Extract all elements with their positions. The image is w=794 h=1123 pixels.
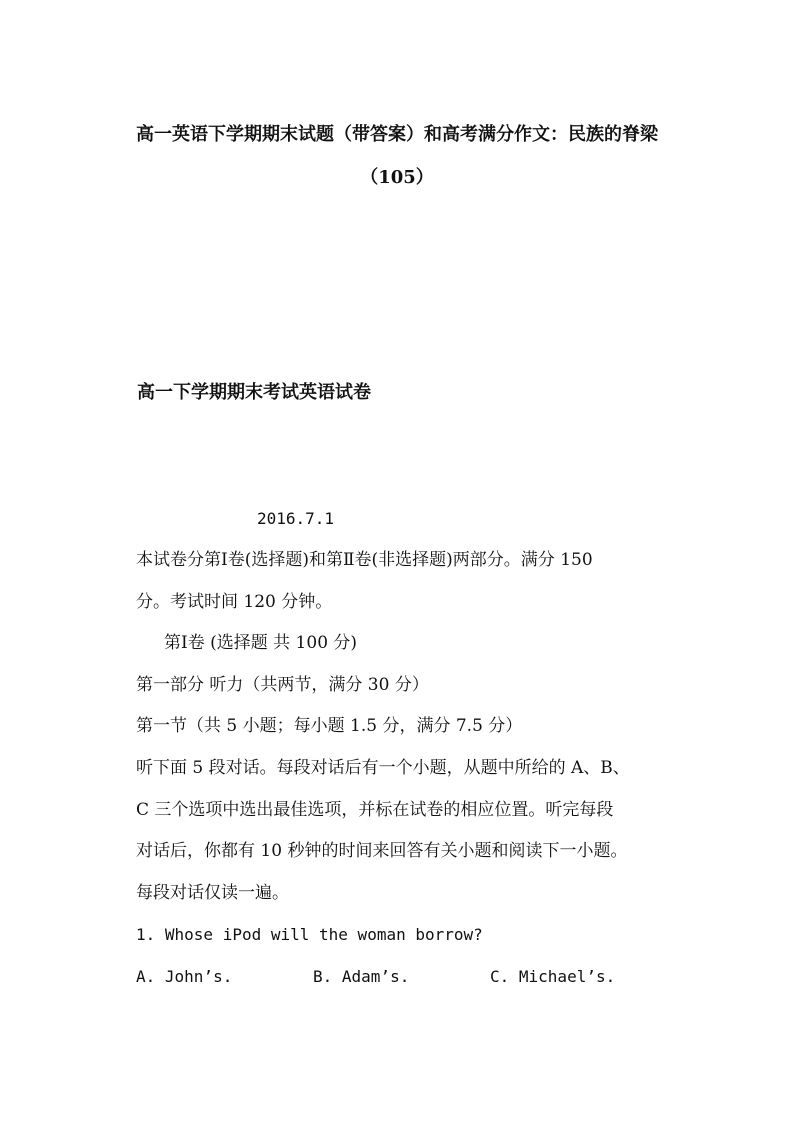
question-1-option-c: C. Michael’s.	[490, 967, 616, 986]
instructions-line-3: 对话后，你都有 10 秒钟的时间来回答有关小题和阅读下一小题。	[136, 841, 628, 861]
question-1-option-a: A. John’s.	[136, 967, 233, 986]
question-1-text: 1. Whose iPod will the woman borrow?	[136, 925, 483, 944]
section1-heading: 第一节（共 5 小题；每小题 1.5 分，满分 7.5 分）	[136, 716, 523, 736]
part1-heading: 第一部分 听力（共两节，满分 30 分）	[136, 675, 429, 695]
exam-date: 2016.7.1	[257, 509, 335, 528]
document-title-line1: 高一英语下学期期末试题（带答案）和高考满分作文：民族的脊梁	[136, 124, 658, 145]
intro-line-2: 分。考试时间 120 分钟。	[136, 592, 333, 612]
exam-heading: 高一下学期期末考试英语试卷	[137, 382, 371, 403]
volume1-heading: 第Ⅰ卷 (选择题 共 100 分)	[164, 633, 358, 653]
instructions-line-1: 听下面 5 段对话。每段对话后有一个小题，从题中所给的 A、B、	[136, 758, 630, 778]
instructions-line-2: C 三个选项中选出最佳选项，并标在试卷的相应位置。听完每段	[136, 800, 614, 820]
document-title-line2: （105）	[360, 167, 434, 188]
instructions-line-4: 每段对话仅读一遍。	[136, 883, 289, 903]
question-1-option-b: B. Adam’s.	[313, 967, 410, 986]
intro-line-1: 本试卷分第Ⅰ卷(选择题)和第Ⅱ卷(非选择题)两部分。满分 150	[136, 550, 593, 570]
